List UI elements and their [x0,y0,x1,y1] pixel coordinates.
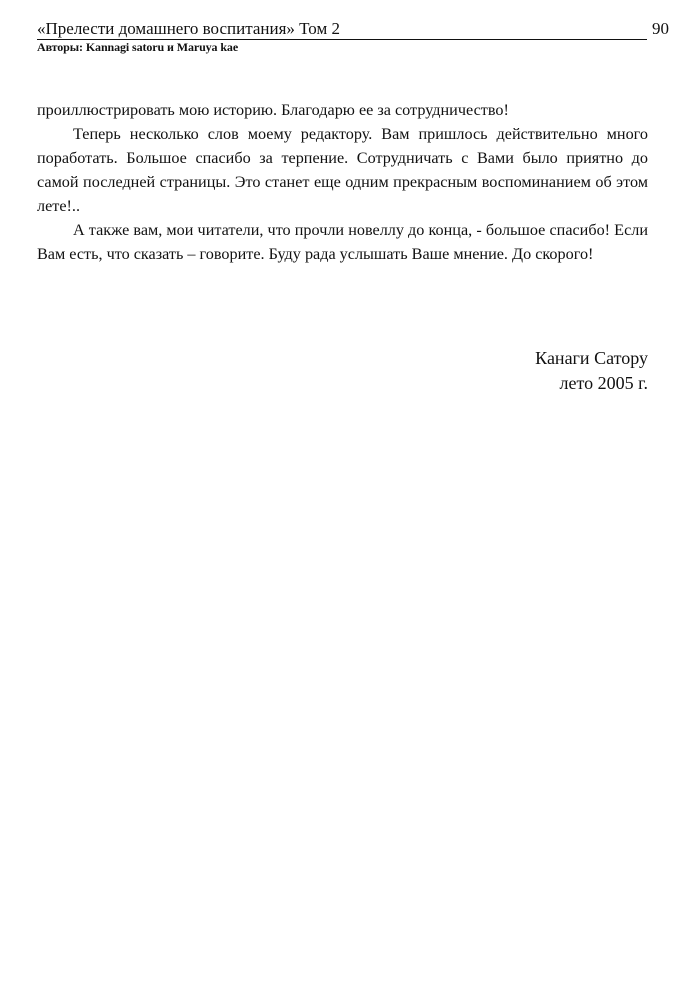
body-text [37,98,648,266]
paragraph-continuation: проиллюстрировать мою историю. Благодарю ее за сотрудничество! [37,101,509,119]
authors-line: Авторы: Kannagi satoru и Maruya kae [37,40,239,54]
paragraph-editor-thanks: Теперь несколько слов моему редактору. Вам пришлось действительно много поработать. Большое спасибо за терпение. Сотрудничать с Вами было приятно до самой последней страницы. Это станет еще одним прекрасным воспоминанием об этом лете!.. [37,125,648,215]
page-number: 90 [652,19,669,38]
signature-name: Канаги Сатору [535,348,648,368]
book-title: «Прелести домашнего воспитания» Том 2 [37,19,340,38]
page-header [37,18,649,58]
paragraph-reader-thanks: А также вам, мои читатели, что прочли новеллу до конца, - большое спасибо! Если Вам есть, что сказать – говорите. Буду рада услышать Ваше мнение. До скорого! [37,221,648,263]
signature-date: лето 2005 г. [559,373,648,393]
signature-block [535,346,648,396]
